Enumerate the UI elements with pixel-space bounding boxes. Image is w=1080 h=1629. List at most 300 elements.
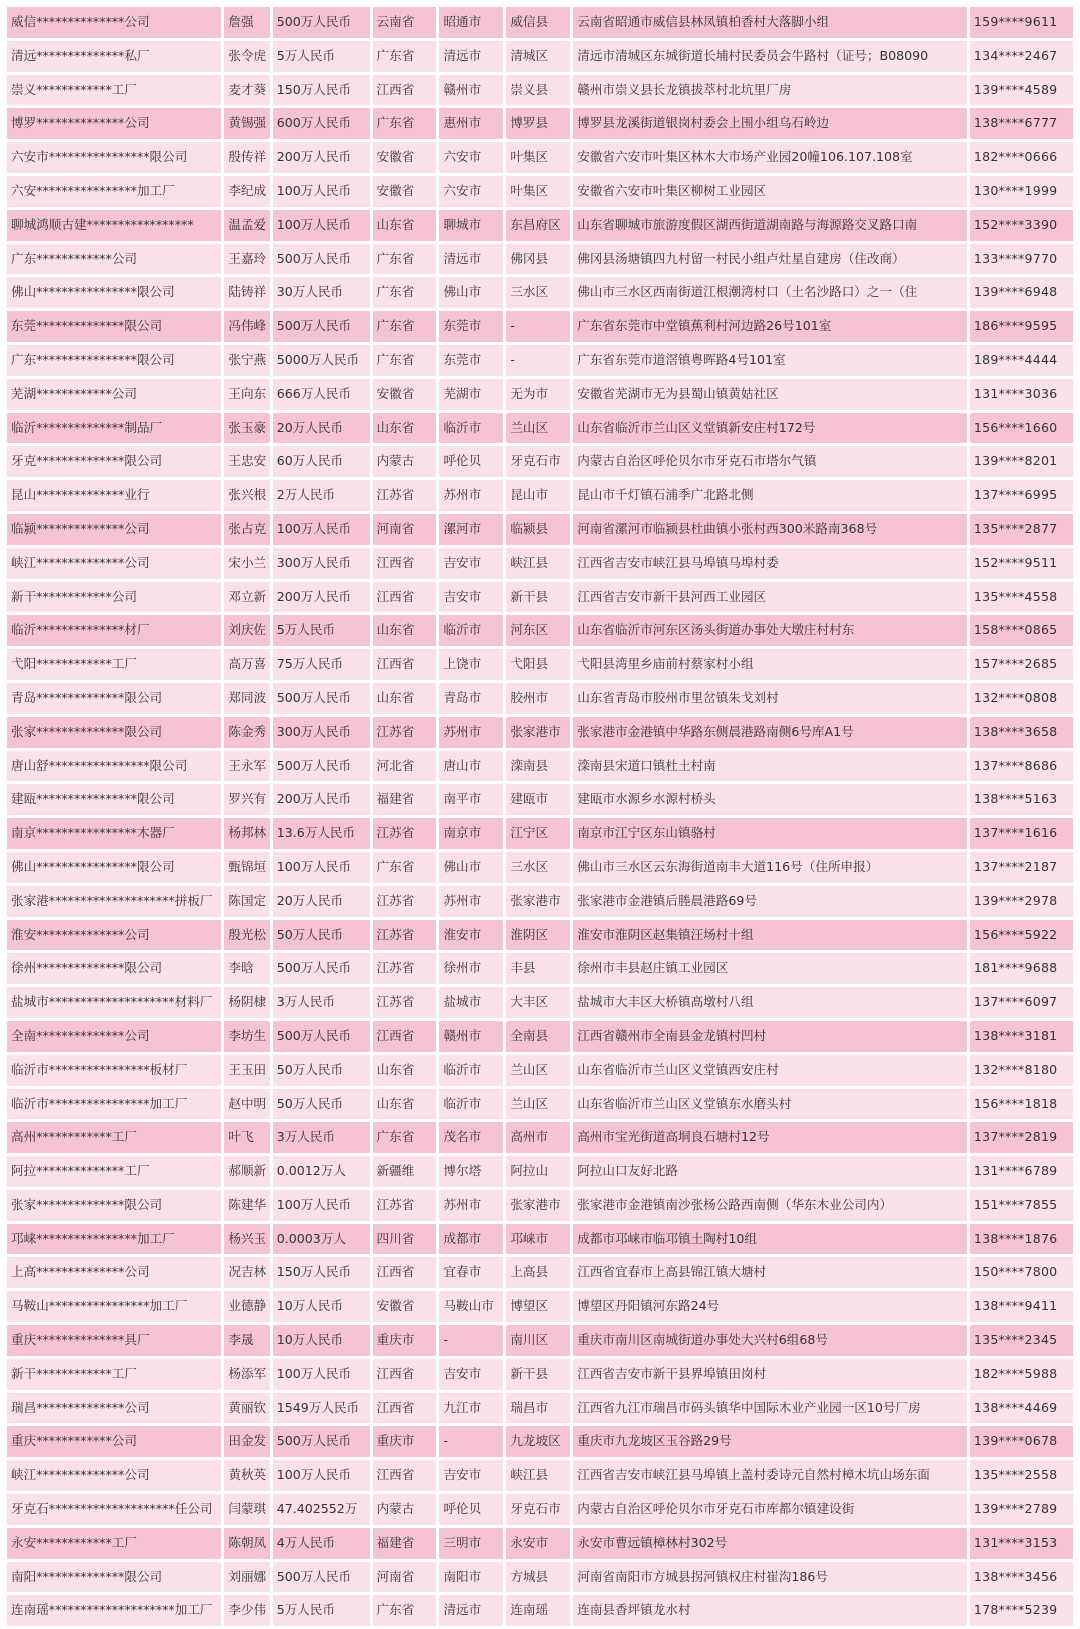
city-cell: 三明市 xyxy=(439,1528,503,1559)
city-cell: 唐山市 xyxy=(439,751,503,782)
province-cell: 福建省 xyxy=(373,1528,437,1559)
company-table xyxy=(4,4,1076,1629)
phone-cell: 137****1616 xyxy=(970,818,1073,849)
legal-person-cell: 杨邦林 xyxy=(224,818,269,849)
registered-capital-cell: 50万人民币 xyxy=(273,1089,370,1120)
address-cell: 张家港市金港镇中华路东侧晨港路南侧6号库A1号 xyxy=(573,717,967,748)
registered-capital-cell: 20万人民币 xyxy=(273,413,370,444)
province-cell: 福建省 xyxy=(373,784,437,815)
phone-cell: 139****0678 xyxy=(970,1426,1073,1457)
address-cell: 成都市邛崃市临邛镇土陶村10组 xyxy=(573,1224,967,1255)
phone-cell: 135****2558 xyxy=(970,1460,1073,1491)
table-row xyxy=(7,1460,1073,1491)
table-row xyxy=(7,852,1073,883)
city-cell: 东莞市 xyxy=(439,311,503,342)
legal-person-cell: 王嘉玲 xyxy=(224,244,269,275)
table-row xyxy=(7,244,1073,275)
district-cell: 全南县 xyxy=(506,1021,570,1052)
city-cell: 盐城市 xyxy=(439,987,503,1018)
district-cell: 兰山区 xyxy=(506,1055,570,1086)
province-cell: 江苏省 xyxy=(373,886,437,917)
city-cell: 吉安市 xyxy=(439,1460,503,1491)
address-cell: 清远市清城区东城街道长埔村民委员会牛路村（证号；B08090 xyxy=(573,41,967,72)
company-name-cell: 淮安**************公司 xyxy=(7,920,221,951)
registered-capital-cell: 3万人民币 xyxy=(273,1122,370,1153)
table-row xyxy=(7,210,1073,241)
registered-capital-cell: 100万人民币 xyxy=(273,1460,370,1491)
city-cell: - xyxy=(439,1426,503,1457)
address-cell: 江西省吉安市峡江县马埠镇马埠村委 xyxy=(573,548,967,579)
registered-capital-cell: 10万人民币 xyxy=(273,1325,370,1356)
registered-capital-cell: 60万人民币 xyxy=(273,446,370,477)
district-cell: 瑞昌市 xyxy=(506,1393,570,1424)
city-cell: 临沂市 xyxy=(439,615,503,646)
district-cell: 南川区 xyxy=(506,1325,570,1356)
legal-person-cell: 黄锡强 xyxy=(224,108,269,139)
address-cell: 佛冈县汤塘镇四九村留一村民小组卢灶星自建房（住改商） xyxy=(573,244,967,275)
phone-cell: 189****4444 xyxy=(970,345,1073,376)
district-cell: 滦南县 xyxy=(506,751,570,782)
city-cell: 苏州市 xyxy=(439,480,503,511)
district-cell: 佛冈县 xyxy=(506,244,570,275)
company-name-cell: 张家**************限公司 xyxy=(7,1190,221,1221)
legal-person-cell: 詹强 xyxy=(224,7,269,38)
company-name-cell: 佛山****************限公司 xyxy=(7,277,221,308)
registered-capital-cell: 500万人民币 xyxy=(273,953,370,984)
district-cell: 新干县 xyxy=(506,582,570,613)
province-cell: 江苏省 xyxy=(373,953,437,984)
district-cell: 张家港市 xyxy=(506,1190,570,1221)
registered-capital-cell: 5万人民币 xyxy=(273,1595,370,1626)
table-row xyxy=(7,1021,1073,1052)
district-cell: 临颍县 xyxy=(506,514,570,545)
address-cell: 张家港市金港镇南沙张杨公路西南侧（华东木业公司内） xyxy=(573,1190,967,1221)
registered-capital-cell: 10万人民币 xyxy=(273,1291,370,1322)
city-cell: 茂名市 xyxy=(439,1122,503,1153)
legal-person-cell: 张宁燕 xyxy=(224,345,269,376)
registered-capital-cell: 500万人民币 xyxy=(273,1562,370,1593)
province-cell: 安徽省 xyxy=(373,1291,437,1322)
company-name-cell: 张家港********************拼板厂 xyxy=(7,886,221,917)
registered-capital-cell: 100万人民币 xyxy=(273,1359,370,1390)
address-cell: 博罗县龙溪街道银岗村委会上围小组乌石岭边 xyxy=(573,108,967,139)
table-row xyxy=(7,1494,1073,1525)
phone-cell: 139****2978 xyxy=(970,886,1073,917)
phone-cell: 131****6789 xyxy=(970,1156,1073,1187)
address-cell: 昆山市千灯镇石浦季广北路北侧 xyxy=(573,480,967,511)
phone-cell: 137****2187 xyxy=(970,852,1073,883)
legal-person-cell: 邓立新 xyxy=(224,582,269,613)
phone-cell: 131****3153 xyxy=(970,1528,1073,1559)
company-name-cell: 瑞昌**************公司 xyxy=(7,1393,221,1424)
address-cell: 徐州市丰县赵庄镇工业园区 xyxy=(573,953,967,984)
district-cell: 牙克石市 xyxy=(506,446,570,477)
registered-capital-cell: 0.0003万人 xyxy=(273,1224,370,1255)
city-cell: 赣州市 xyxy=(439,1021,503,1052)
legal-person-cell: 刘丽娜 xyxy=(224,1562,269,1593)
phone-cell: 137****6995 xyxy=(970,480,1073,511)
table-row xyxy=(7,413,1073,444)
company-name-cell: 牙克**************限公司 xyxy=(7,446,221,477)
registered-capital-cell: 20万人民币 xyxy=(273,886,370,917)
company-name-cell: 唐山舒****************限公司 xyxy=(7,751,221,782)
province-cell: 江西省 xyxy=(373,1257,437,1288)
table-row xyxy=(7,953,1073,984)
table-row xyxy=(7,345,1073,376)
table-row xyxy=(7,1325,1073,1356)
company-name-cell: 威信**************公司 xyxy=(7,7,221,38)
district-cell: 昆山市 xyxy=(506,480,570,511)
table-row xyxy=(7,514,1073,545)
company-name-cell: 峡江**************公司 xyxy=(7,548,221,579)
city-cell: 清远市 xyxy=(439,244,503,275)
table-row xyxy=(7,649,1073,680)
address-cell: 安徽省六安市叶集区柳树工业园区 xyxy=(573,176,967,207)
table-row xyxy=(7,176,1073,207)
city-cell: 徐州市 xyxy=(439,953,503,984)
province-cell: 广东省 xyxy=(373,1595,437,1626)
city-cell: 清远市 xyxy=(439,1595,503,1626)
address-cell: 内蒙古自治区呼伦贝尔市牙克石市塔尔气镇 xyxy=(573,446,967,477)
province-cell: 山东省 xyxy=(373,413,437,444)
province-cell: 新疆维 xyxy=(373,1156,437,1187)
registered-capital-cell: 500万人民币 xyxy=(273,751,370,782)
district-cell: 张家港市 xyxy=(506,886,570,917)
company-name-cell: 重庆************公司 xyxy=(7,1426,221,1457)
registered-capital-cell: 4万人民币 xyxy=(273,1528,370,1559)
table-row xyxy=(7,1562,1073,1593)
registered-capital-cell: 500万人民币 xyxy=(273,7,370,38)
company-name-cell: 连南瑶********************加工厂 xyxy=(7,1595,221,1626)
registered-capital-cell: 100万人民币 xyxy=(273,1190,370,1221)
legal-person-cell: 况吉林 xyxy=(224,1257,269,1288)
company-name-cell: 马鞍山****************加工厂 xyxy=(7,1291,221,1322)
province-cell: 山东省 xyxy=(373,1055,437,1086)
legal-person-cell: 李晗 xyxy=(224,953,269,984)
province-cell: 江苏省 xyxy=(373,987,437,1018)
phone-cell: 138****3456 xyxy=(970,1562,1073,1593)
address-cell: 山东省聊城市旅游度假区湖西街道湖南路与海源路交叉路口南 xyxy=(573,210,967,241)
city-cell: 吉安市 xyxy=(439,1359,503,1390)
registered-capital-cell: 666万人民币 xyxy=(273,379,370,410)
table-row xyxy=(7,1190,1073,1221)
legal-person-cell: 郑同波 xyxy=(224,683,269,714)
table-row xyxy=(7,1055,1073,1086)
phone-cell: 134****2467 xyxy=(970,41,1073,72)
province-cell: 内蒙古 xyxy=(373,446,437,477)
company-name-cell: 永安************工厂 xyxy=(7,1528,221,1559)
phone-cell: 156****1660 xyxy=(970,413,1073,444)
city-cell: 苏州市 xyxy=(439,886,503,917)
registered-capital-cell: 47.402552万 xyxy=(273,1494,370,1525)
district-cell: 胶州市 xyxy=(506,683,570,714)
table-row xyxy=(7,7,1073,38)
registered-capital-cell: 200万人民币 xyxy=(273,582,370,613)
company-name-cell: 六安****************加工厂 xyxy=(7,176,221,207)
registered-capital-cell: 100万人民币 xyxy=(273,852,370,883)
legal-person-cell: 田金发 xyxy=(224,1426,269,1457)
registered-capital-cell: 150万人民币 xyxy=(273,75,370,106)
phone-cell: 138****6777 xyxy=(970,108,1073,139)
province-cell: 山东省 xyxy=(373,210,437,241)
legal-person-cell: 罗兴有 xyxy=(224,784,269,815)
province-cell: 江苏省 xyxy=(373,717,437,748)
company-name-cell: 青岛**************限公司 xyxy=(7,683,221,714)
city-cell: 南京市 xyxy=(439,818,503,849)
legal-person-cell: 张占克 xyxy=(224,514,269,545)
company-name-cell: 邛崃****************加工厂 xyxy=(7,1224,221,1255)
province-cell: 江西省 xyxy=(373,75,437,106)
legal-person-cell: 宋小兰 xyxy=(224,548,269,579)
legal-person-cell: 冯伟峰 xyxy=(224,311,269,342)
legal-person-cell: 业德静 xyxy=(224,1291,269,1322)
district-cell: 邛崃市 xyxy=(506,1224,570,1255)
province-cell: 山东省 xyxy=(373,615,437,646)
company-name-cell: 临沂市****************板材厂 xyxy=(7,1055,221,1086)
legal-person-cell: 陆铸祥 xyxy=(224,277,269,308)
registered-capital-cell: 100万人民币 xyxy=(273,514,370,545)
table-row xyxy=(7,277,1073,308)
address-cell: 张家港市金港镇后塍晨港路69号 xyxy=(573,886,967,917)
phone-cell: 138****5163 xyxy=(970,784,1073,815)
district-cell: 江宁区 xyxy=(506,818,570,849)
address-cell: 江西省吉安市新干县界埠镇田岗村 xyxy=(573,1359,967,1390)
legal-person-cell: 杨添军 xyxy=(224,1359,269,1390)
legal-person-cell: 甄锦垣 xyxy=(224,852,269,883)
company-name-cell: 上高**************公司 xyxy=(7,1257,221,1288)
district-cell: 弋阳县 xyxy=(506,649,570,680)
district-cell: 无为市 xyxy=(506,379,570,410)
province-cell: 广东省 xyxy=(373,345,437,376)
phone-cell: 139****8201 xyxy=(970,446,1073,477)
phone-cell: 182****5988 xyxy=(970,1359,1073,1390)
legal-person-cell: 杨阴棣 xyxy=(224,987,269,1018)
address-cell: 山东省临沂市兰山区义堂镇东水磨头村 xyxy=(573,1089,967,1120)
phone-cell: 152****9511 xyxy=(970,548,1073,579)
address-cell: 佛山市三水区西南街道江根潮湾村口（土名沙路口）之一（住 xyxy=(573,277,967,308)
address-cell: 赣州市崇义县长龙镇拔萃村北坑里厂房 xyxy=(573,75,967,106)
registered-capital-cell: 75万人民币 xyxy=(273,649,370,680)
legal-person-cell: 刘庆佐 xyxy=(224,615,269,646)
legal-person-cell: 陈朝凤 xyxy=(224,1528,269,1559)
company-name-cell: 新干************公司 xyxy=(7,582,221,613)
table-row xyxy=(7,582,1073,613)
company-name-cell: 牙克石********************任公司 xyxy=(7,1494,221,1525)
province-cell: 广东省 xyxy=(373,108,437,139)
table-row xyxy=(7,1156,1073,1187)
company-name-cell: 全南**************公司 xyxy=(7,1021,221,1052)
city-cell: 赣州市 xyxy=(439,75,503,106)
address-cell: 山东省临沂市河东区汤头街道办事处大墩庄村村东 xyxy=(573,615,967,646)
registered-capital-cell: 500万人民币 xyxy=(273,311,370,342)
registered-capital-cell: 5万人民币 xyxy=(273,615,370,646)
table-row xyxy=(7,1089,1073,1120)
table-row xyxy=(7,1393,1073,1424)
district-cell: 建瓯市 xyxy=(506,784,570,815)
phone-cell: 139****4589 xyxy=(970,75,1073,106)
table-row xyxy=(7,41,1073,72)
phone-cell: 135****4558 xyxy=(970,582,1073,613)
legal-person-cell: 李晟 xyxy=(224,1325,269,1356)
company-name-cell: 盐城市********************材料厂 xyxy=(7,987,221,1018)
province-cell: 重庆市 xyxy=(373,1325,437,1356)
province-cell: 江苏省 xyxy=(373,480,437,511)
phone-cell: 139****6948 xyxy=(970,277,1073,308)
district-cell: 博罗县 xyxy=(506,108,570,139)
province-cell: 山东省 xyxy=(373,1089,437,1120)
phone-cell: 137****8686 xyxy=(970,751,1073,782)
registered-capital-cell: 150万人民币 xyxy=(273,1257,370,1288)
table-row xyxy=(7,1224,1073,1255)
district-cell: - xyxy=(506,311,570,342)
registered-capital-cell: 3万人民币 xyxy=(273,987,370,1018)
table-row xyxy=(7,987,1073,1018)
address-cell: 弋阳县湾里乡庙前村蔡家村小组 xyxy=(573,649,967,680)
registered-capital-cell: 500万人民币 xyxy=(273,1426,370,1457)
registered-capital-cell: 200万人民币 xyxy=(273,142,370,173)
legal-person-cell: 李纪成 xyxy=(224,176,269,207)
address-cell: 安徽省六安市叶集区林木大市场产业园20幢106.107.108室 xyxy=(573,142,967,173)
company-name-cell: 南阳**************限公司 xyxy=(7,1562,221,1593)
table-row xyxy=(7,818,1073,849)
address-cell: 滦南县宋道口镇杜土村南 xyxy=(573,751,967,782)
address-cell: 江西省吉安市新干县河西工业园区 xyxy=(573,582,967,613)
legal-person-cell: 麦才葵 xyxy=(224,75,269,106)
company-name-cell: 临沂市****************加工厂 xyxy=(7,1089,221,1120)
district-cell: 兰山区 xyxy=(506,413,570,444)
city-cell: 临沂市 xyxy=(439,1089,503,1120)
province-cell: 江西省 xyxy=(373,1021,437,1052)
province-cell: 安徽省 xyxy=(373,379,437,410)
phone-cell: 137****6097 xyxy=(970,987,1073,1018)
district-cell: 东昌府区 xyxy=(506,210,570,241)
address-cell: 河南省南阳市方城县拐河镇权庄村崔沟186号 xyxy=(573,1562,967,1593)
district-cell: 牙克石市 xyxy=(506,1494,570,1525)
legal-person-cell: 王玉田 xyxy=(224,1055,269,1086)
company-name-cell: 聊城鸿顺古建***************** xyxy=(7,210,221,241)
district-cell: 丰县 xyxy=(506,953,570,984)
address-cell: 山东省青岛市胶州市里岔镇朱戈刘村 xyxy=(573,683,967,714)
address-cell: 永安市曹远镇樟林村302号 xyxy=(573,1528,967,1559)
table-row xyxy=(7,1257,1073,1288)
district-cell: 河东区 xyxy=(506,615,570,646)
registered-capital-cell: 300万人民币 xyxy=(273,548,370,579)
table-row xyxy=(7,1528,1073,1559)
phone-cell: 138****1876 xyxy=(970,1224,1073,1255)
legal-person-cell: 陈建华 xyxy=(224,1190,269,1221)
city-cell: 临沂市 xyxy=(439,1055,503,1086)
company-name-cell: 新干************工厂 xyxy=(7,1359,221,1390)
address-cell: 河南省漯河市临颍县杜曲镇小张村西300米路南368号 xyxy=(573,514,967,545)
company-name-cell: 南京****************木器厂 xyxy=(7,818,221,849)
city-cell: 上饶市 xyxy=(439,649,503,680)
legal-person-cell: 郝顺新 xyxy=(224,1156,269,1187)
city-cell: 东莞市 xyxy=(439,345,503,376)
legal-person-cell: 殷传祥 xyxy=(224,142,269,173)
city-cell: 呼伦贝 xyxy=(439,446,503,477)
table-row xyxy=(7,142,1073,173)
address-cell: 安徽省芜湖市无为县蜀山镇黄姑社区 xyxy=(573,379,967,410)
province-cell: 江苏省 xyxy=(373,920,437,951)
address-cell: 江西省九江市瑞昌市码头镇华中国际木业产业园一区10号厂房 xyxy=(573,1393,967,1424)
registered-capital-cell: 13.6万人民币 xyxy=(273,818,370,849)
phone-cell: 181****9688 xyxy=(970,953,1073,984)
city-cell: 九江市 xyxy=(439,1393,503,1424)
address-cell: 博望区丹阳镇河东路24号 xyxy=(573,1291,967,1322)
registered-capital-cell: 1549万人民币 xyxy=(273,1393,370,1424)
district-cell: 兰山区 xyxy=(506,1089,570,1120)
registered-capital-cell: 0.0012万人 xyxy=(273,1156,370,1187)
registered-capital-cell: 5000万人民币 xyxy=(273,345,370,376)
district-cell: 高州市 xyxy=(506,1122,570,1153)
district-cell: - xyxy=(506,345,570,376)
province-cell: 江西省 xyxy=(373,1460,437,1491)
address-cell: 盐城市大丰区大桥镇高墩村八组 xyxy=(573,987,967,1018)
company-name-cell: 崇义************工厂 xyxy=(7,75,221,106)
district-cell: 博望区 xyxy=(506,1291,570,1322)
table-row xyxy=(7,1595,1073,1626)
table-row xyxy=(7,1122,1073,1153)
table-body xyxy=(7,7,1073,1626)
district-cell: 三水区 xyxy=(506,852,570,883)
address-cell: 佛山市三水区云东海街道南丰大道116号（住所申报） xyxy=(573,852,967,883)
address-cell: 内蒙古自治区呼伦贝尔市牙克石市库都尔镇建设街 xyxy=(573,1494,967,1525)
legal-person-cell: 高万喜 xyxy=(224,649,269,680)
registered-capital-cell: 300万人民币 xyxy=(273,717,370,748)
city-cell: 吉安市 xyxy=(439,582,503,613)
city-cell: 宜春市 xyxy=(439,1257,503,1288)
city-cell: 青岛市 xyxy=(439,683,503,714)
phone-cell: 132****8180 xyxy=(970,1055,1073,1086)
table-row xyxy=(7,1291,1073,1322)
phone-cell: 150****7800 xyxy=(970,1257,1073,1288)
legal-person-cell: 殷光松 xyxy=(224,920,269,951)
address-cell: 云南省昭通市威信县林凤镇柏香村大落脚小组 xyxy=(573,7,967,38)
phone-cell: 137****2819 xyxy=(970,1122,1073,1153)
district-cell: 峡江县 xyxy=(506,1460,570,1491)
company-name-cell: 临颍**************公司 xyxy=(7,514,221,545)
address-cell: 重庆市九龙坡区玉谷路29号 xyxy=(573,1426,967,1457)
registered-capital-cell: 500万人民币 xyxy=(273,1021,370,1052)
city-cell: 南平市 xyxy=(439,784,503,815)
legal-person-cell: 李少伟 xyxy=(224,1595,269,1626)
phone-cell: 182****0666 xyxy=(970,142,1073,173)
legal-person-cell: 杨兴玉 xyxy=(224,1224,269,1255)
phone-cell: 156****1818 xyxy=(970,1089,1073,1120)
company-name-cell: 广东****************限公司 xyxy=(7,345,221,376)
province-cell: 江苏省 xyxy=(373,818,437,849)
city-cell: 苏州市 xyxy=(439,1190,503,1221)
city-cell: 六安市 xyxy=(439,142,503,173)
city-cell: 漯河市 xyxy=(439,514,503,545)
province-cell: 江西省 xyxy=(373,582,437,613)
district-cell: 新干县 xyxy=(506,1359,570,1390)
phone-cell: 157****2685 xyxy=(970,649,1073,680)
phone-cell: 135****2877 xyxy=(970,514,1073,545)
city-cell: 佛山市 xyxy=(439,277,503,308)
table-row xyxy=(7,311,1073,342)
table-row xyxy=(7,379,1073,410)
phone-cell: 135****2345 xyxy=(970,1325,1073,1356)
address-cell: 阿拉山口友好北路 xyxy=(573,1156,967,1187)
company-name-cell: 芜湖************公司 xyxy=(7,379,221,410)
legal-person-cell: 张玉豪 xyxy=(224,413,269,444)
province-cell: 河南省 xyxy=(373,514,437,545)
company-name-cell: 昆山**************业行 xyxy=(7,480,221,511)
city-cell: 六安市 xyxy=(439,176,503,207)
province-cell: 云南省 xyxy=(373,7,437,38)
table-row xyxy=(7,446,1073,477)
